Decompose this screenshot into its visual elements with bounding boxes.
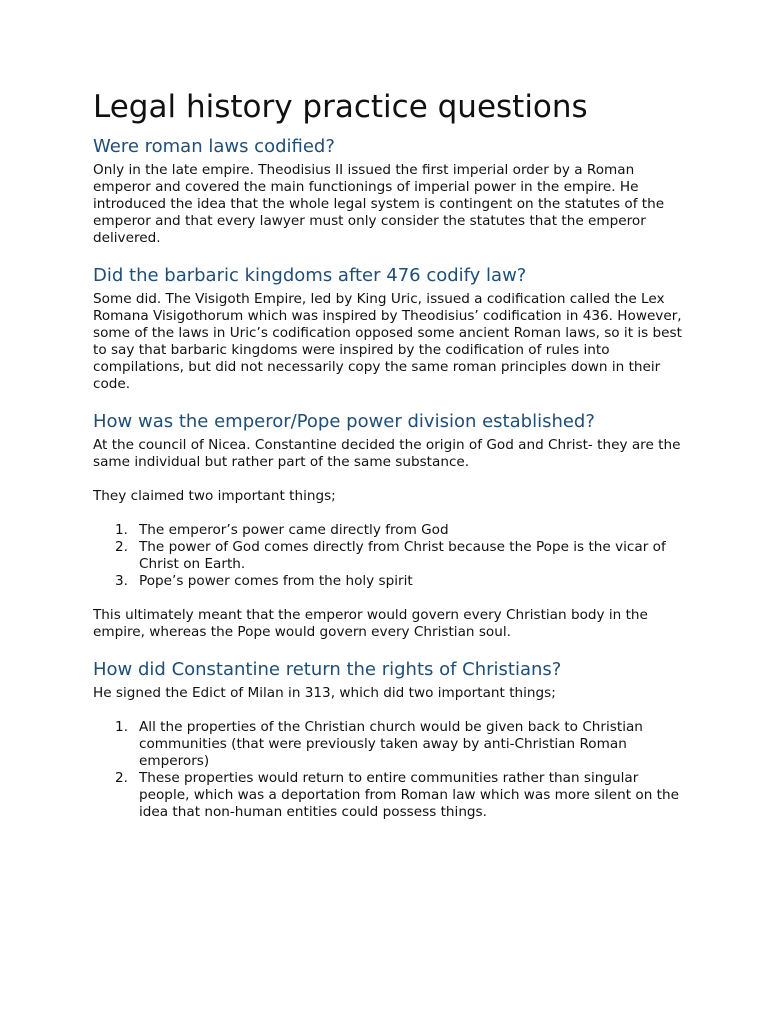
document-page bbox=[93, 86, 683, 821]
list-number: 3. bbox=[115, 573, 128, 589]
list-item-text: The power of God comes directly from Christ because the Pope is the vicar of Christ on Earth. bbox=[139, 539, 666, 572]
list-number: 1. bbox=[115, 522, 128, 538]
section-paragraph: At the council of Nicea. Constantine decided the origin of God and Christ- they are the same individual but rather part of the same substance. bbox=[93, 437, 681, 470]
section-paragraph: Some did. The Visigoth Empire, led by King Uric, issued a codification called the Lex Romana Visigothorum which was inspired by Theodisius’ codification in 436. However, some of the laws in Uric’s codification opposed some ancient Roman laws, so it is best to say that barbaric kingdoms were inspired by the codification of rules into compilations, but did not necessarily copy the same roman principles down in their code. bbox=[93, 291, 682, 392]
section-power-division bbox=[93, 410, 683, 641]
section-paragraph: They claimed two important things; bbox=[93, 488, 336, 504]
list-item bbox=[93, 719, 683, 770]
list-item-text: The emperor’s power came directly from God bbox=[139, 522, 449, 538]
section-barbaric-kingdoms bbox=[93, 264, 683, 393]
section-heading: How did Constantine return the rights of Christians? bbox=[93, 659, 562, 680]
section-heading: Were roman laws codified? bbox=[93, 136, 335, 157]
section-roman-laws bbox=[93, 135, 683, 247]
section-heading: Did the barbaric kingdoms after 476 codify law? bbox=[93, 265, 527, 286]
list-number: 2. bbox=[115, 539, 128, 555]
section-constantine-rights bbox=[93, 658, 683, 821]
list-number: 1. bbox=[115, 719, 128, 735]
section-heading: How was the emperor/Pope power division established? bbox=[93, 411, 595, 432]
document-title: Legal history practice questions bbox=[93, 89, 588, 125]
list-item bbox=[93, 539, 683, 573]
section-paragraph: This ultimately meant that the emperor would govern every Christian body in the empire, whereas the Pope would govern every Christian soul. bbox=[93, 607, 648, 640]
list-item bbox=[93, 770, 683, 821]
list-item bbox=[93, 573, 683, 590]
numbered-list bbox=[93, 719, 683, 821]
section-paragraph: Only in the late empire. Theodisius II issued the first imperial order by a Roman emperor and covered the main functionings of imperial power in the empire. He introduced the idea that the whole legal system is contingent on the statutes of the emperor and that every lawyer must only consider the statutes that the emperor delivered. bbox=[93, 162, 665, 246]
list-item-text: All the properties of the Christian church would be given back to Christian communities (that were previously taken away by anti-Christian Roman emperors) bbox=[139, 719, 643, 769]
list-item-text: These properties would return to entire communities rather than singular people, which was a deportation from Roman law which was more silent on the idea that non-human entities could possess things. bbox=[139, 770, 679, 820]
section-paragraph: He signed the Edict of Milan in 313, which did two important things; bbox=[93, 685, 556, 701]
list-number: 2. bbox=[115, 770, 128, 786]
numbered-list bbox=[93, 522, 683, 590]
list-item bbox=[93, 522, 683, 539]
list-item-text: Pope’s power comes from the holy spirit bbox=[139, 573, 413, 589]
